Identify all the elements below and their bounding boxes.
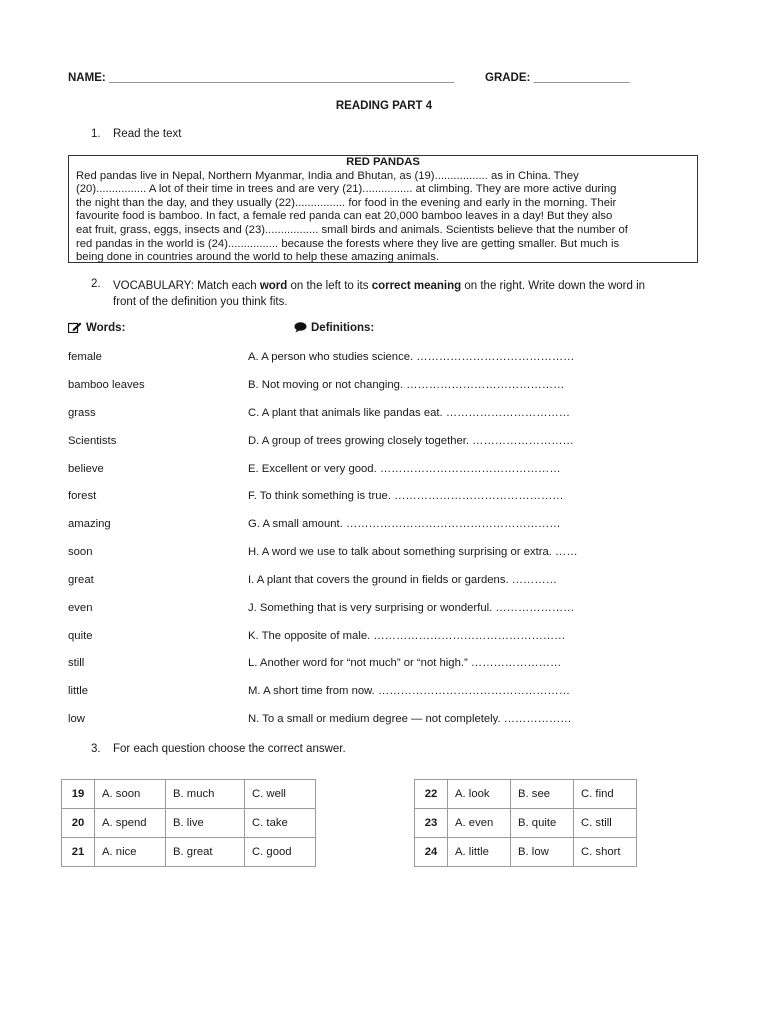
question-number: 22 bbox=[415, 780, 448, 809]
words-column-header bbox=[68, 322, 125, 334]
table-row bbox=[415, 838, 637, 867]
passage-title: RED PANDAS bbox=[346, 156, 420, 168]
word-item: bamboo leaves bbox=[68, 379, 145, 391]
option-a[interactable]: A. soon bbox=[95, 780, 166, 809]
passage-line: Red pandas live in Nepal, Northern Myanmar, India and Bhutan, as (19)................. as in China. They bbox=[76, 169, 579, 182]
step-2-text-a: VOCABULARY: Match each bbox=[113, 280, 260, 292]
step-2-text-b: on the left to its bbox=[287, 280, 372, 292]
passage-line: being done in countries around the world to help these amazing animals. bbox=[76, 251, 439, 264]
step-2-bold-meaning: correct meaning bbox=[371, 280, 462, 292]
definitions-column-label: Definitions: bbox=[311, 322, 375, 334]
option-b[interactable]: B. quite bbox=[511, 809, 574, 838]
option-c[interactable]: C. still bbox=[574, 809, 637, 838]
word-item: quite bbox=[68, 630, 93, 642]
option-c[interactable]: C. take bbox=[245, 809, 316, 838]
grade-field-label: GRADE: _______________ bbox=[485, 72, 630, 84]
step-2-bold-word: word bbox=[259, 280, 288, 292]
table-row bbox=[415, 809, 637, 838]
table-row bbox=[62, 809, 316, 838]
word-item: still bbox=[68, 657, 85, 669]
word-item: grass bbox=[68, 407, 96, 419]
definition-item: J. Something that is very surprising or wonderful. ………………… bbox=[248, 602, 575, 614]
definition-item: M. A short time from now. …………………………………………… bbox=[248, 685, 571, 697]
word-item: Scientists bbox=[68, 435, 117, 447]
word-item: great bbox=[68, 574, 94, 586]
definition-item: F. To think something is true. ……………………………………… bbox=[248, 490, 564, 502]
option-b[interactable]: B. live bbox=[166, 809, 245, 838]
step-3-number: 3. bbox=[91, 743, 101, 755]
passage-box bbox=[68, 155, 698, 263]
question-number: 23 bbox=[415, 809, 448, 838]
option-a[interactable]: A. nice bbox=[95, 838, 166, 867]
definition-item: H. A word we use to talk about something surprising or extra. …… bbox=[248, 546, 578, 558]
option-c[interactable]: C. good bbox=[245, 838, 316, 867]
option-c[interactable]: C. find bbox=[574, 780, 637, 809]
option-a[interactable]: A. look bbox=[448, 780, 511, 809]
definition-item: K. The opposite of male. …………………………………………… bbox=[248, 630, 566, 642]
step-2-number: 2. bbox=[91, 278, 101, 290]
pencil-note-icon bbox=[68, 322, 82, 333]
word-item: low bbox=[68, 713, 85, 725]
step-3-text: For each question choose the correct answer. bbox=[113, 743, 346, 755]
definition-item: B. Not moving or not changing. …………………………………… bbox=[248, 379, 565, 391]
answer-table-right bbox=[414, 779, 637, 867]
definition-item: L. Another word for “not much” or “not high.” …………………… bbox=[248, 657, 562, 669]
word-item: forest bbox=[68, 490, 97, 502]
word-item: even bbox=[68, 602, 93, 614]
passage-line: the night than the day, and they usually (22)................ for food in the evening and early in the morning. Their bbox=[76, 196, 617, 209]
definition-item: N. To a small or medium degree — not completely. ……………… bbox=[248, 713, 572, 725]
step-1-text: Read the text bbox=[113, 128, 182, 140]
definition-item: A. A person who studies science. …………………………………… bbox=[248, 351, 575, 363]
option-b[interactable]: B. low bbox=[511, 838, 574, 867]
definitions-column-header bbox=[294, 322, 374, 334]
question-number: 24 bbox=[415, 838, 448, 867]
option-b[interactable]: B. much bbox=[166, 780, 245, 809]
question-number: 21 bbox=[62, 838, 95, 867]
word-item: amazing bbox=[68, 518, 111, 530]
word-item: believe bbox=[68, 463, 104, 475]
words-column-label: Words: bbox=[86, 322, 126, 334]
option-b[interactable]: B. great bbox=[166, 838, 245, 867]
passage-line: red pandas in the world is (24)................ because the forests where they live are getting smaller. But much is bbox=[76, 237, 620, 250]
table-row bbox=[415, 780, 637, 809]
step-2-line-1 bbox=[113, 278, 645, 294]
definition-item: C. A plant that animals like pandas eat. …………………………… bbox=[248, 407, 571, 419]
option-c[interactable]: C. well bbox=[245, 780, 316, 809]
page-title: READING PART 4 bbox=[335, 100, 433, 112]
step-2-instructions bbox=[113, 278, 645, 310]
answer-table-left bbox=[61, 779, 316, 867]
question-number: 19 bbox=[62, 780, 95, 809]
passage-line: favourite food is bamboo. In fact, a female red panda can eat 20,000 bamboo leaves in a day! But they also bbox=[76, 210, 613, 223]
step-2-line-2: front of the definition you think fits. bbox=[113, 296, 288, 308]
name-field-label: NAME: ______________________________________________________ bbox=[68, 72, 455, 84]
word-item: soon bbox=[68, 546, 93, 558]
table-row bbox=[62, 780, 316, 809]
definition-item: D. A group of trees growing closely together. ……………………… bbox=[248, 435, 574, 447]
definition-item: G. A small amount. ………………………………………………… bbox=[248, 518, 561, 530]
step-1-number: 1. bbox=[91, 128, 101, 140]
passage-line: (20)................ A lot of their time in trees and are very (21)................ at climbing. They are more active during bbox=[76, 183, 617, 196]
option-b[interactable]: B. see bbox=[511, 780, 574, 809]
word-item: little bbox=[68, 685, 89, 697]
option-a[interactable]: A. little bbox=[448, 838, 511, 867]
speech-bubble-icon bbox=[294, 322, 307, 333]
option-a[interactable]: A. even bbox=[448, 809, 511, 838]
word-item: female bbox=[68, 351, 102, 363]
option-a[interactable]: A. spend bbox=[95, 809, 166, 838]
table-row bbox=[62, 838, 316, 867]
question-number: 20 bbox=[62, 809, 95, 838]
definition-item: I. A plant that covers the ground in fields or gardens. ………… bbox=[248, 574, 557, 586]
step-2-text-c: on the right. Write down the word in bbox=[461, 280, 646, 292]
definition-item: E. Excellent or very good. ………………………………………… bbox=[248, 463, 561, 475]
passage-line: eat fruit, grass, eggs, insects and (23)................. small birds and animals. Scientists believe that the number of bbox=[76, 223, 628, 236]
option-c[interactable]: C. short bbox=[574, 838, 637, 867]
